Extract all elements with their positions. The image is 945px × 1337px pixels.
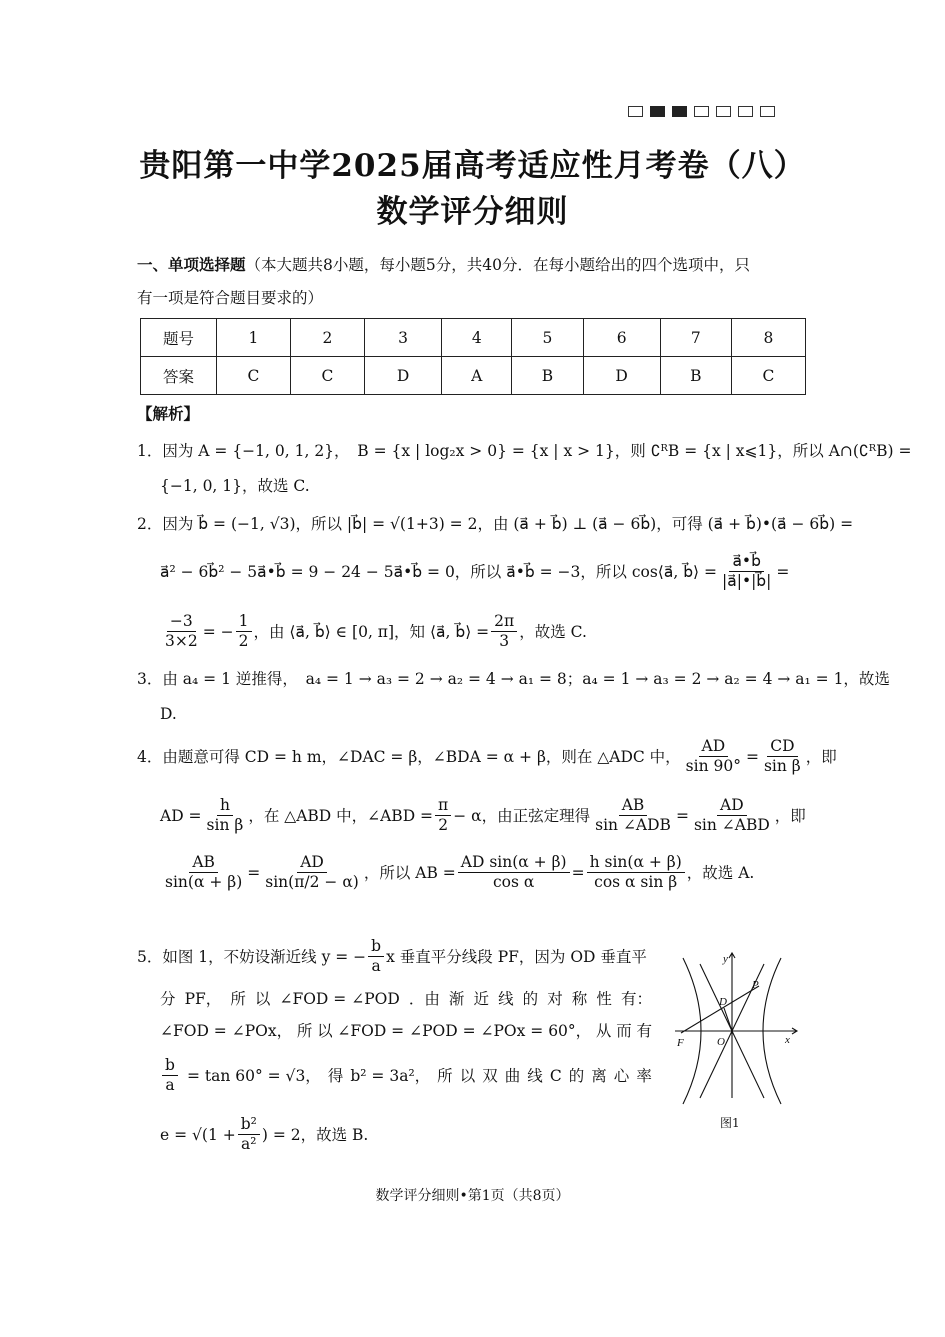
q1-line2: {−1, 0, 1}，故选 C.	[160, 477, 310, 495]
fraction-denominator: 2	[438, 816, 449, 834]
figure-caption: 图1	[720, 1116, 740, 1130]
q5-line1	[137, 937, 647, 976]
fraction-denominator: sin β	[763, 757, 801, 775]
q5-word: 有	[636, 1022, 652, 1040]
q1-line1: 1．因为 A = {−1, 0, 1, 2}， B = {x | log₂x > 0} = {x | x > 1}，则 ∁ᴿB = {x | x⩽1}，所以 A∩(∁ᴿB) =	[137, 442, 912, 460]
fraction-numerator: h	[217, 796, 233, 816]
q5-word: 渐	[448, 990, 465, 1008]
q5-word: ．由	[408, 990, 440, 1008]
q5-word: 所	[230, 990, 246, 1008]
section-heading: 一、单项选择题	[137, 255, 246, 274]
q5-word: PF，	[184, 990, 222, 1008]
fraction-denominator: 3	[499, 632, 510, 650]
q2-text: a⃗² − 6b⃗² − 5a⃗•b⃗ = 9 − 24 − 5a⃗•b⃗ = 0，所以 a⃗•b⃗ = −3，所以 cos⟨a⃗, b⃗⟩ =	[160, 562, 717, 581]
q5-word: 以	[317, 1022, 333, 1040]
table-header-cell: 答案	[141, 357, 217, 395]
fig-label-y: y	[723, 953, 728, 965]
q4-line2	[160, 796, 806, 835]
hyperbola-figure	[675, 948, 805, 1108]
q4-line3	[160, 853, 754, 892]
indicator-square	[760, 106, 775, 117]
q4-text: =	[571, 863, 585, 882]
q4-text: AD =	[160, 806, 202, 825]
fraction-numerator: b	[162, 1056, 178, 1076]
q4-text: ，即	[805, 747, 837, 766]
q5-word: C	[549, 1066, 562, 1085]
fraction-numerator: h sin(α + β)	[587, 853, 685, 873]
fig-label-p: P	[752, 979, 759, 991]
fraction	[592, 796, 674, 835]
q5-text: x 垂直平分线段 PF，因为 OD 垂直平	[386, 947, 647, 966]
table-cell: 1	[217, 319, 291, 357]
q5-text: ) = 2，故选 B.	[261, 1125, 369, 1144]
fraction-denominator: a	[371, 957, 381, 975]
q5-word: 的	[568, 1066, 585, 1085]
fraction	[262, 853, 362, 892]
q5-word: 所	[437, 1066, 453, 1085]
fraction	[691, 796, 773, 835]
q5-word: 双	[482, 1066, 498, 1085]
q5-word: 而	[616, 1022, 632, 1040]
fraction	[236, 612, 252, 651]
indicator-square	[650, 106, 665, 117]
section-intro	[137, 255, 750, 275]
fraction-numerator: AD	[699, 737, 729, 757]
q5-word: 线	[527, 1066, 543, 1085]
q5-line3	[160, 1021, 652, 1041]
fraction-numerator: AD	[297, 853, 327, 873]
fraction-denominator: a²	[241, 1135, 257, 1153]
fraction-denominator: sin β	[206, 816, 244, 834]
table-header-cell: 题号	[141, 319, 217, 357]
table-cell: D	[364, 357, 441, 395]
fraction-numerator: b²	[238, 1115, 260, 1135]
q5-word: ∠FOD = ∠POx，	[160, 1022, 293, 1040]
table-cell: B	[660, 357, 731, 395]
table-cell: 5	[512, 319, 583, 357]
indicator-square	[738, 106, 753, 117]
q4-text: ，故选 A.	[686, 863, 755, 882]
fraction	[491, 612, 517, 651]
indicator-square	[694, 106, 709, 117]
q5-word: 有：	[620, 990, 652, 1008]
q5-word: 心	[613, 1066, 630, 1085]
fig-label-x: x	[785, 1034, 790, 1046]
table-cell: C	[290, 357, 364, 395]
q5-word: 以	[459, 1066, 476, 1085]
q5-line4	[160, 1056, 652, 1095]
table-cell: C	[217, 357, 291, 395]
table-row	[141, 357, 806, 395]
q3-line1: 3．由 a₄ = 1 逆推得， a₄ = 1 → a₃ = 2 → a₂ = 4 → a₁ = 8；a₄ = 1 → a₃ = 2 → a₂ = 4 → a₁ = 1，故选	[137, 670, 890, 688]
segment-od	[724, 1008, 732, 1031]
fraction	[683, 737, 744, 776]
fraction	[368, 937, 384, 976]
fraction-numerator: CD	[767, 737, 797, 757]
fig-label-d: D	[719, 996, 727, 1008]
fraction	[719, 552, 774, 591]
fraction	[162, 1056, 178, 1095]
q2-text: =	[776, 562, 790, 581]
q4-text: 4．由题意可得 CD = h m，∠DAC = β，∠BDA = α + β，则在 △ADC 中，	[137, 747, 681, 766]
q2-line1: 2．因为 b⃗ = (−1, √3)，所以 |b⃗| = √(1+3) = 2，由 (a⃗ + b⃗) ⊥ (a⃗ − 6b⃗)，可得 (a⃗ + b⃗)•(a⃗ − 6b⃗) =	[137, 515, 854, 533]
q5-word: = tan 60° = √3，	[186, 1066, 321, 1085]
q5-word: ∠FOD = ∠POD = ∠POx = 60°，	[337, 1022, 592, 1040]
q5-word: 率	[636, 1066, 652, 1085]
fraction-numerator: a⃗•b⃗	[729, 552, 763, 572]
segment-pf	[681, 986, 759, 1033]
q3-line2: D.	[160, 705, 177, 723]
fraction	[162, 853, 245, 892]
q5-word: b² = 3a²，	[350, 1066, 431, 1085]
table-cell: 8	[731, 319, 805, 357]
fraction-numerator: 2π	[491, 612, 517, 632]
table-cell: 2	[290, 319, 364, 357]
q4-text: ，在 △ABD 中，∠ABD =	[248, 806, 434, 825]
fig-label-o: O	[717, 1036, 725, 1048]
fraction	[204, 796, 247, 835]
q4-line1	[137, 737, 837, 776]
section-desc-2: 有一项是符合题目要求的）	[137, 289, 324, 307]
fraction-denominator: a	[165, 1076, 175, 1094]
fraction-numerator: AB	[619, 796, 648, 816]
fraction	[761, 737, 804, 776]
q2-text: = −	[202, 622, 234, 641]
fraction-denominator: 3×2	[165, 632, 198, 650]
q5-word: 性	[596, 990, 612, 1008]
fraction	[435, 796, 451, 835]
fraction-denominator: sin(π/2 − α)	[265, 873, 359, 891]
table-cell: C	[731, 357, 805, 395]
q5-word: 的	[522, 990, 539, 1008]
q5-line5	[160, 1115, 368, 1154]
fraction-denominator: 2	[238, 632, 249, 650]
q5-word: 得	[327, 1066, 344, 1085]
fraction-denominator: sin ∠ADB	[595, 816, 671, 834]
q5-word: 分	[160, 990, 176, 1008]
fraction-denominator: sin(α + β)	[165, 873, 243, 891]
q5-word: 称	[571, 990, 588, 1008]
q4-text: ，所以 AB =	[363, 863, 456, 882]
fraction-denominator: cos α	[493, 873, 535, 891]
q5-text: 5．如图 1，不妨设渐近线 y = −	[137, 947, 367, 966]
q5-word: 以	[254, 990, 271, 1008]
table-cell: 3	[364, 319, 441, 357]
q5-word: 曲	[504, 1066, 521, 1085]
q2-text: ，由 ⟨a⃗, b⃗⟩ ∈ [0, π]，知 ⟨a⃗, b⃗⟩ =	[253, 622, 490, 641]
fraction	[587, 853, 685, 892]
table-cell: A	[442, 357, 512, 395]
fraction-numerator: b	[368, 937, 384, 957]
analysis-label: 【解析】	[137, 404, 200, 423]
table-cell: 6	[583, 319, 660, 357]
page-footer: 数学评分细则•第1页（共8页）	[375, 1188, 570, 1204]
fraction-numerator: −3	[167, 612, 196, 632]
section-desc: （本大题共8小题，每小题5分，共40分．在每小题给出的四个选项中，只	[245, 256, 750, 274]
fraction-numerator: 1	[236, 612, 252, 632]
q4-text: =	[745, 747, 759, 766]
q4-text: − α，由正弦定理得	[453, 806, 591, 825]
page-indicator	[628, 106, 775, 117]
q5-word: ∠FOD = ∠POD	[279, 990, 400, 1008]
answer-table	[140, 318, 806, 395]
indicator-square	[716, 106, 731, 117]
table-cell: 4	[442, 319, 512, 357]
fraction-denominator: cos α sin β	[594, 873, 678, 891]
fraction	[458, 853, 570, 892]
q5-word: 离	[591, 1066, 607, 1085]
indicator-square	[628, 106, 643, 117]
q2-line2	[160, 552, 789, 591]
table-cell: 7	[660, 319, 731, 357]
q2-line3	[160, 612, 587, 651]
q2-text: ，故选 C.	[519, 622, 587, 641]
table-row	[141, 319, 806, 357]
fraction-numerator: AD sin(α + β)	[458, 853, 570, 873]
q5-text: e = √(1 +	[160, 1125, 236, 1144]
fraction-numerator: AB	[189, 853, 218, 873]
fig-label-f: F	[677, 1037, 684, 1049]
q5-word: 近	[473, 990, 489, 1008]
q5-line2	[160, 989, 652, 1009]
q5-word: 对	[547, 990, 563, 1008]
q4-text: ，即	[774, 806, 806, 825]
q4-text: =	[247, 863, 261, 882]
table-cell: D	[583, 357, 660, 395]
q5-word: 所	[296, 1022, 313, 1040]
q5-word: 从	[595, 1022, 612, 1040]
fraction-denominator: sin 90°	[685, 757, 741, 775]
fraction	[238, 1115, 260, 1154]
table-cell: B	[512, 357, 583, 395]
exam-title: 贵阳第一中学2025届高考适应性月考卷（八）	[139, 148, 806, 184]
fraction	[162, 612, 201, 651]
q5-word: 线	[498, 990, 514, 1008]
indicator-square	[672, 106, 687, 117]
fraction-numerator: π	[435, 796, 451, 816]
exam-subtitle: 数学评分细则	[376, 194, 569, 230]
fraction-denominator: sin ∠ABD	[693, 816, 770, 834]
fraction-denominator: |a⃗|•|b⃗|	[722, 572, 772, 590]
fraction-numerator: AD	[717, 796, 747, 816]
q4-text: =	[675, 806, 689, 825]
